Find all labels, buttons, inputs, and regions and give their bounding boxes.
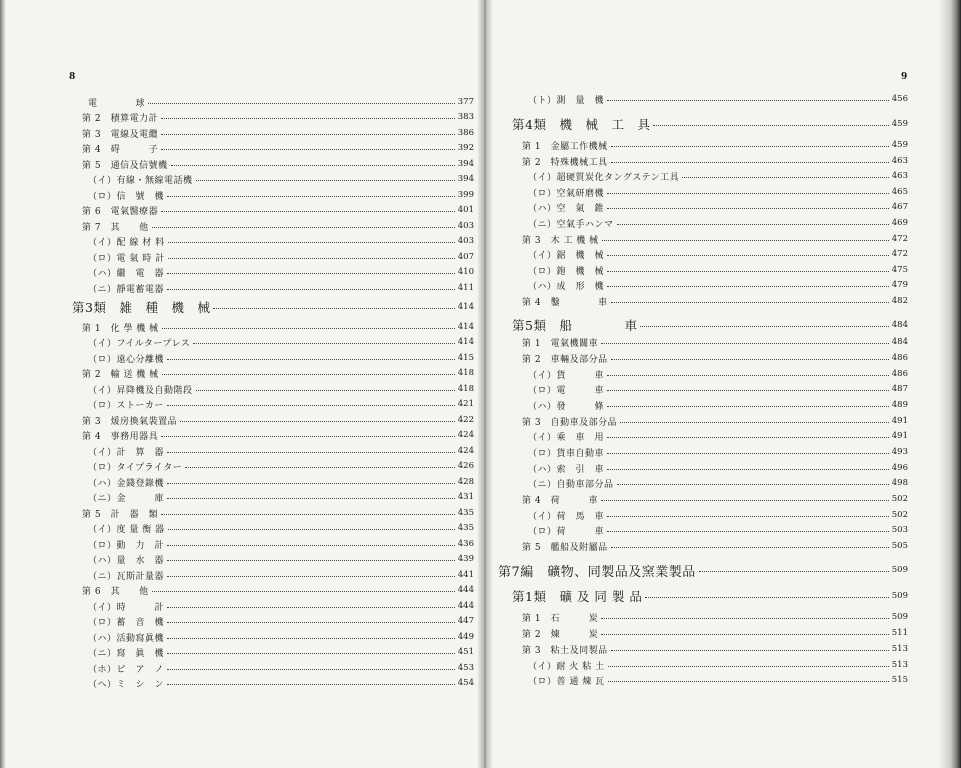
dot-leader: [607, 254, 889, 256]
dot-leader: [161, 148, 455, 150]
toc-entry: [498, 508, 908, 522]
toc-entry-label: （イ）耐 火 粘 土: [528, 661, 605, 672]
toc-entry-page: 486: [891, 353, 908, 363]
dot-leader: [152, 226, 455, 228]
toc-entry-page: 444: [457, 585, 474, 595]
toc-entry-page: 403: [457, 221, 474, 231]
dot-leader: [161, 513, 455, 515]
toc-entry-label: （ロ）タイプライター: [88, 462, 183, 473]
toc-entry-page: 447: [457, 616, 474, 626]
toc-entry-label: （ロ）動 力 計: [88, 540, 165, 551]
dot-leader: [152, 590, 455, 592]
toc-entry-page: 463: [891, 171, 908, 181]
toc-entry-page: 444: [457, 601, 474, 611]
toc-entry: [498, 445, 908, 459]
toc-entry-page: 414: [457, 302, 474, 312]
toc-entry-page: 451: [457, 647, 474, 657]
toc-entry-page: 410: [457, 267, 474, 277]
toc-entry: [72, 234, 474, 248]
toc-entry-page: 401: [457, 205, 474, 215]
toc-entry-label: 第 4 荷 車: [522, 495, 599, 506]
toc-entry-label: （ロ）ストーカー: [88, 400, 164, 411]
toc-category-heading: [498, 587, 908, 605]
toc-entry-label: 第7編 礦物、同製品及窯業製品: [498, 564, 696, 580]
toc-entry-label: （ハ）繼 電 器: [88, 268, 165, 279]
toc-entry-label: 第 1 化 學 機 械: [82, 323, 159, 334]
toc-entry-page: 435: [457, 508, 474, 518]
toc-entry-label: （ハ）金錢登錄機: [88, 478, 165, 489]
dot-leader: [162, 327, 455, 329]
toc-entry-label: （ロ）空氣研磨機: [528, 188, 605, 199]
dot-leader: [611, 358, 889, 360]
toc-entry: [498, 461, 908, 475]
dot-leader: [168, 257, 455, 259]
dot-leader: [168, 528, 455, 530]
dot-leader: [167, 637, 455, 639]
toc-entry-page: 465: [891, 187, 908, 197]
dot-leader: [611, 145, 889, 147]
toc-entry-page: 479: [891, 280, 908, 290]
dot-leader: [640, 325, 888, 327]
dot-leader: [167, 575, 455, 577]
toc-entry-page: 386: [457, 128, 474, 138]
toc-entry: [498, 382, 908, 396]
toc-entry-page: 459: [891, 140, 908, 150]
dot-leader: [167, 544, 455, 546]
dot-leader: [653, 124, 888, 126]
toc-entry-page: 439: [457, 554, 474, 564]
dot-leader: [167, 559, 455, 561]
toc-entry: [498, 154, 908, 168]
toc-entry-label: （イ）貨 車: [528, 370, 605, 381]
dot-leader: [607, 374, 889, 376]
dot-leader: [167, 288, 455, 290]
dot-leader: [185, 466, 454, 468]
toc-entry: [498, 232, 908, 246]
dot-leader: [167, 683, 455, 685]
dot-leader: [171, 164, 455, 166]
toc-entry: [498, 351, 908, 365]
toc-entry-label: 第 4 鑿 車: [522, 297, 608, 308]
toc-entry: [72, 219, 474, 233]
toc-entry: [72, 583, 474, 597]
toc-entry: [72, 630, 474, 644]
dot-leader: [602, 239, 889, 241]
toc-entry-label: （ロ）普 通 煉 瓦: [528, 676, 605, 687]
toc-entry-label: （ニ）靜電蓄電器: [88, 284, 165, 295]
toc-entry: [72, 366, 474, 380]
dot-leader: [607, 270, 889, 272]
toc-entry: [72, 141, 474, 155]
dot-leader: [167, 652, 455, 654]
toc-entry: [72, 203, 474, 217]
dot-leader: [682, 176, 889, 178]
toc-entry-label: 第 3 電線及電纜: [82, 129, 159, 140]
toc-entry-label: （イ）荷 馬 車: [528, 511, 605, 522]
dot-leader: [699, 570, 889, 572]
toc-entry-label: （イ）昇降機及自動階段: [88, 385, 193, 396]
toc-entry-page: 509: [891, 591, 908, 601]
toc-entry-label: （イ）超硬質炭化タングステン工具: [528, 172, 680, 183]
toc-entry-page: 475: [891, 265, 908, 275]
toc-entry-page: 487: [891, 384, 908, 394]
toc-entry: [72, 676, 474, 690]
toc-entry: [498, 673, 908, 687]
toc-entry-label: 第 1 電氣機關車: [522, 338, 599, 349]
toc-entry-page: 414: [457, 322, 474, 332]
toc-entry-page: 493: [891, 447, 908, 457]
toc-entry-label: 第 2 輸 送 機 械: [82, 369, 159, 380]
toc-entry-page: 431: [457, 492, 474, 502]
dot-leader: [607, 207, 889, 209]
toc-entry-label: （イ）乘 車 用: [528, 432, 605, 443]
toc-entry: [498, 367, 908, 381]
dot-leader: [162, 373, 455, 375]
toc-entry-label: 第1類 礦 及 同 製 品: [512, 589, 643, 604]
toc-entry-label: （ヘ）ミ シ ン: [88, 679, 165, 690]
toc-entry-page: 505: [891, 541, 908, 551]
toc-entry-page: 472: [891, 234, 908, 244]
toc-entry: [72, 250, 474, 264]
dot-leader: [167, 668, 455, 670]
toc-entry: [72, 157, 474, 171]
toc-entry: [72, 95, 474, 109]
toc-entry-page: 509: [891, 565, 908, 575]
toc-entry-label: 第 2 煉 炭: [522, 629, 599, 640]
toc-entry-label: 第4類 機 械 工 具: [512, 117, 651, 132]
toc-part-heading: [498, 561, 908, 579]
toc-entry-page: 489: [891, 400, 908, 410]
toc-entry-page: 456: [891, 94, 908, 104]
toc-entry-page: 449: [457, 632, 474, 642]
toc-entry: [72, 568, 474, 582]
toc-entry-page: 482: [891, 296, 908, 306]
dot-leader: [601, 617, 889, 619]
toc-entry: [72, 521, 474, 535]
toc-entry-page: 453: [457, 663, 474, 673]
toc-entry: [72, 172, 474, 186]
toc-entry-page: 491: [891, 416, 908, 426]
dot-leader: [601, 342, 889, 344]
toc-entry: [72, 188, 474, 202]
dot-leader: [167, 195, 455, 197]
toc-entry-label: 第 1 金屬工作機械: [522, 141, 608, 152]
toc-entry-label: 第 2 車輛及部分品: [522, 354, 608, 365]
toc-entry-page: 377: [457, 97, 474, 107]
toc-entry-label: （イ）配 線 材 料: [88, 237, 165, 248]
toc-entry-label: 第 2 積算電力計: [82, 113, 159, 124]
toc-entry: [498, 658, 908, 672]
toc-entry-page: 496: [891, 463, 908, 473]
toc-entry-label: 第 5 通信及信號機: [82, 160, 168, 171]
dot-leader: [167, 621, 455, 623]
dot-leader: [611, 649, 889, 651]
dot-leader: [148, 102, 455, 104]
dot-leader: [611, 161, 889, 163]
dot-leader: [167, 606, 455, 608]
toc-entry-label: （イ）有線・無線電話機: [88, 175, 193, 186]
toc-entry: [498, 278, 908, 292]
toc-entry-label: （ハ）量 水 器: [88, 555, 165, 566]
toc-entry: [498, 200, 908, 214]
toc-entry-page: 484: [891, 337, 908, 347]
toc-entry-label: 第 3 煖房換氣裝置品: [82, 416, 178, 427]
toc-entry: [498, 92, 908, 106]
toc-entry: [498, 626, 908, 640]
toc-entry: [72, 320, 474, 334]
toc-entry: [72, 645, 474, 659]
dot-leader: [161, 210, 455, 212]
toc-entry: [498, 476, 908, 490]
right-page-edge-shadow: [940, 0, 961, 768]
toc-entry-label: 第 3 木 工 機 械: [522, 235, 599, 246]
toc-entry-page: 415: [457, 353, 474, 363]
toc-entry-label: （ロ）遠心分離機: [88, 354, 165, 365]
dot-leader: [180, 420, 455, 422]
dot-leader: [161, 435, 455, 437]
right-page-number: 9: [901, 72, 908, 82]
toc-entry-label: （ハ）活動寫眞機: [88, 633, 165, 644]
toc-entry: [72, 475, 474, 489]
toc-entry: [498, 414, 908, 428]
dot-leader: [196, 179, 455, 181]
toc-entry-page: 424: [457, 430, 474, 440]
toc-entry: [498, 185, 908, 199]
toc-entry-label: （ハ）空 氣 錐: [528, 203, 605, 214]
toc-entry-page: 394: [457, 174, 474, 184]
right-toc-column: [498, 95, 908, 695]
toc-entry-page: 428: [457, 477, 474, 487]
book-gutter: [478, 0, 492, 768]
toc-entry: [498, 335, 908, 349]
toc-entry-page: 509: [891, 612, 908, 622]
toc-entry-page: 502: [891, 510, 908, 520]
toc-entry-label: （ロ）荷 車: [528, 526, 605, 537]
toc-entry: [498, 138, 908, 152]
dot-leader: [193, 342, 455, 344]
toc-entry-page: 414: [457, 337, 474, 347]
dot-leader: [611, 301, 889, 303]
toc-entry-label: 第 1 石 炭: [522, 613, 599, 624]
left-page-number: 8: [69, 72, 76, 82]
toc-entry-page: 484: [891, 320, 908, 330]
toc-entry: [498, 247, 908, 261]
toc-entry-page: 503: [891, 525, 908, 535]
toc-entry-page: 502: [891, 494, 908, 504]
dot-leader: [617, 223, 889, 225]
toc-entry-page: 422: [457, 415, 474, 425]
toc-entry: [72, 614, 474, 628]
toc-entry: [72, 126, 474, 140]
toc-entry-page: 403: [457, 236, 474, 246]
toc-entry: [498, 398, 908, 412]
toc-entry-label: （ト）測 量 機: [528, 95, 605, 106]
toc-entry-page: 394: [457, 159, 474, 169]
toc-entry: [72, 459, 474, 473]
toc-entry-label: （イ）度 量 衡 器: [88, 524, 165, 535]
toc-entry: [498, 610, 908, 624]
toc-entry-label: （ハ）索 引 車: [528, 464, 605, 475]
toc-entry: [72, 599, 474, 613]
toc-entry-label: （ロ）蓄 音 機: [88, 617, 165, 628]
toc-entry: [72, 382, 474, 396]
toc-entry: [72, 110, 474, 124]
toc-entry-label: （ロ）信 號 機: [88, 191, 165, 202]
toc-entry-page: 515: [891, 675, 908, 685]
toc-entry-label: （ロ）貨車自動車: [528, 448, 605, 459]
toc-entry: [498, 539, 908, 553]
toc-entry: [72, 552, 474, 566]
toc-entry: [498, 216, 908, 230]
dot-leader: [167, 497, 455, 499]
toc-entry-label: 第3類 雑 種 機 械: [72, 300, 211, 315]
toc-entry-label: （ホ）ピ ア ノ: [88, 664, 165, 675]
toc-entry-label: 第 2 特殊機械工具: [522, 157, 608, 168]
left-toc-column: [72, 95, 474, 695]
dot-leader: [607, 99, 889, 101]
toc-entry-label: （ニ）金 庫: [88, 493, 165, 504]
toc-entry-label: （ハ）成 形 機: [528, 281, 605, 292]
toc-entry-label: 第 5 計 器 類: [82, 509, 159, 520]
toc-entry-label: 第 5 艦船及附屬品: [522, 542, 608, 553]
toc-entry: [498, 642, 908, 656]
dot-leader: [167, 358, 455, 360]
dot-leader: [607, 389, 889, 391]
toc-entry: [72, 661, 474, 675]
toc-entry-page: 392: [457, 143, 474, 153]
toc-entry-page: 421: [457, 399, 474, 409]
dot-leader: [196, 389, 455, 391]
dot-leader: [607, 468, 889, 470]
toc-entry-label: 第5類 船 車: [512, 318, 638, 333]
toc-entry: [72, 506, 474, 520]
toc-entry-label: （ニ）瓦斯計量器: [88, 571, 165, 582]
dot-leader: [607, 192, 889, 194]
dot-leader: [601, 499, 889, 501]
toc-entry-page: 467: [891, 202, 908, 212]
toc-entry: [72, 281, 474, 295]
toc-entry-label: （イ）時 計: [88, 602, 165, 613]
toc-entry: [72, 335, 474, 349]
toc-entry-label: （ロ）鉋 機 械: [528, 266, 605, 277]
toc-entry-label: （イ）計 算 器: [88, 447, 165, 458]
dot-leader: [620, 421, 889, 423]
toc-entry-label: （ロ）電 車: [528, 385, 605, 396]
toc-entry-label: 第 3 粘土及同製品: [522, 645, 608, 656]
dot-leader: [607, 530, 889, 532]
dot-leader: [168, 241, 455, 243]
toc-entry: [498, 294, 908, 308]
dot-leader: [161, 133, 455, 135]
toc-entry: [498, 263, 908, 277]
dot-leader: [161, 117, 455, 119]
toc-entry: [498, 429, 908, 443]
toc-entry-label: 第 6 電氣醫療器: [82, 206, 159, 217]
toc-entry: [498, 492, 908, 506]
dot-leader: [167, 272, 455, 274]
toc-entry: [72, 265, 474, 279]
toc-entry-page: 498: [891, 478, 908, 488]
dot-leader: [608, 665, 889, 667]
toc-entry-page: 383: [457, 112, 474, 122]
toc-entry-page: 469: [891, 218, 908, 228]
toc-entry: [498, 523, 908, 537]
toc-entry-page: 454: [457, 678, 474, 688]
dot-leader: [617, 483, 889, 485]
toc-entry-label: （ニ）空氣手ハンマ: [528, 219, 614, 230]
dot-leader: [645, 596, 888, 598]
toc-entry: [72, 444, 474, 458]
toc-entry-page: 459: [891, 119, 908, 129]
toc-entry-page: 407: [457, 252, 474, 262]
dot-leader: [601, 633, 889, 635]
toc-entry-page: 418: [457, 368, 474, 378]
toc-entry-label: （イ）鋸 機 械: [528, 250, 605, 261]
toc-entry-page: 436: [457, 539, 474, 549]
toc-entry-page: 513: [891, 644, 908, 654]
left-page-edge-shadow: [0, 0, 6, 768]
toc-entry-page: 411: [457, 283, 474, 293]
toc-entry-label: （ニ）寫 眞 機: [88, 648, 165, 659]
dot-leader: [167, 451, 455, 453]
toc-entry-page: 418: [457, 384, 474, 394]
toc-entry-label: 電 球: [88, 98, 146, 109]
toc-category-heading: [72, 298, 474, 316]
toc-entry-page: 511: [891, 628, 908, 638]
toc-entry-page: 491: [891, 431, 908, 441]
toc-entry: [72, 537, 474, 551]
toc-entry-page: 513: [891, 660, 908, 670]
toc-entry: [498, 169, 908, 183]
toc-entry-page: 435: [457, 523, 474, 533]
dot-leader: [611, 546, 889, 548]
dot-leader: [608, 680, 889, 682]
toc-category-heading: [498, 316, 908, 334]
toc-entry-page: 424: [457, 446, 474, 456]
toc-entry: [72, 428, 474, 442]
toc-entry-page: 399: [457, 190, 474, 200]
toc-entry-page: 441: [457, 570, 474, 580]
toc-entry-label: 第 4 碍 子: [82, 144, 159, 155]
dot-leader: [607, 436, 889, 438]
toc-entry-label: 第 4 事務用器具: [82, 431, 159, 442]
toc-entry-label: （ニ）自動車部分品: [528, 479, 614, 490]
toc-entry: [72, 351, 474, 365]
toc-entry: [72, 490, 474, 504]
dot-leader: [167, 482, 455, 484]
dot-leader: [213, 307, 454, 309]
toc-entry-page: 426: [457, 461, 474, 471]
toc-entry-page: 463: [891, 156, 908, 166]
dot-leader: [167, 404, 455, 406]
toc-entry-page: 472: [891, 249, 908, 259]
toc-entry: [72, 413, 474, 427]
toc-entry-label: （ハ）發 條: [528, 401, 605, 412]
toc-entry-label: （ロ）電 氣 時 計: [88, 253, 165, 264]
toc-entry-label: 第 6 其 他: [82, 586, 149, 597]
dot-leader: [607, 452, 889, 454]
dot-leader: [607, 515, 889, 517]
toc-entry-label: 第 3 自動車及部分品: [522, 417, 618, 428]
toc-entry-label: 第 7 其 他: [82, 222, 149, 233]
toc-entry-label: （イ）フイルタープレス: [88, 338, 191, 349]
toc-entry: [72, 397, 474, 411]
dot-leader: [607, 285, 889, 287]
dot-leader: [607, 405, 889, 407]
toc-entry-page: 486: [891, 369, 908, 379]
toc-category-heading: [498, 115, 908, 133]
